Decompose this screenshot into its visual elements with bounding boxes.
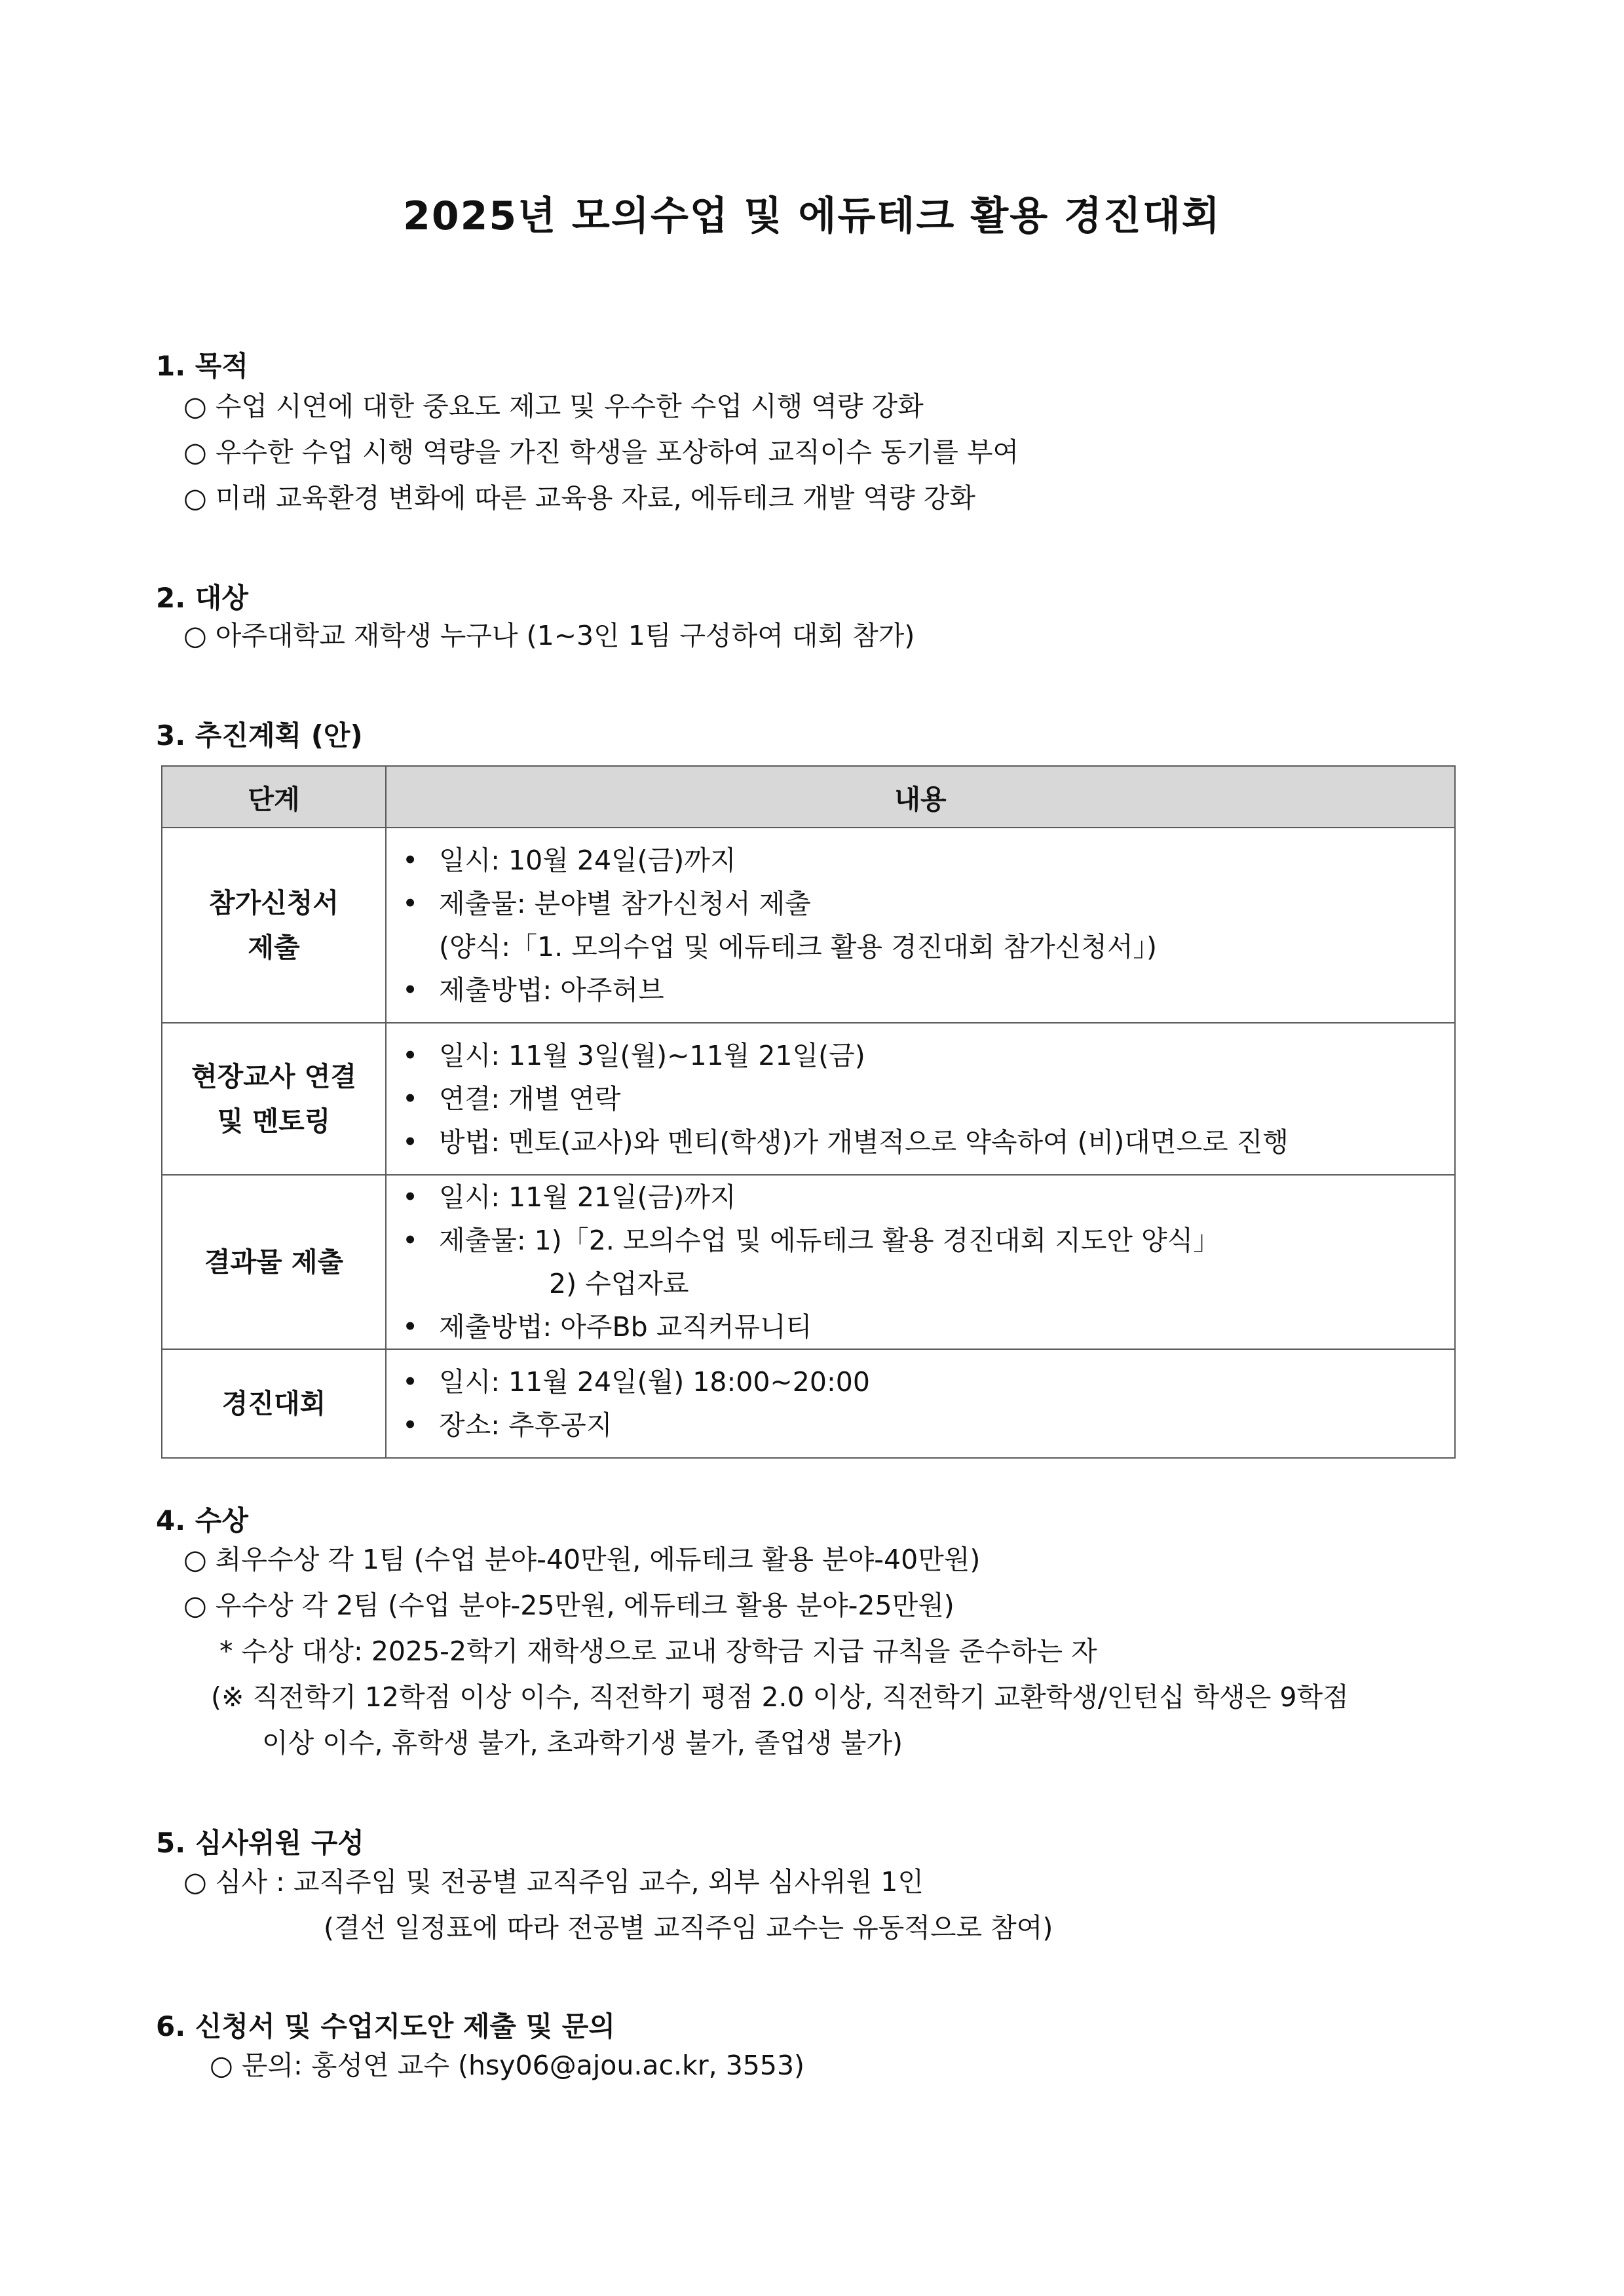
award-item: ○ 우수상 각 2팀 (수업 분야-25만원, 에듀테크 활용 분야-25만원) (183, 1590, 954, 1621)
bullet-icon: • (402, 1225, 419, 1256)
item-text: 방법: 멘토(교사)와 멘티(학생)가 개별적으로 약속하여 (비)대면으로 진행 (439, 1126, 1289, 1158)
content-cell (386, 1175, 1455, 1349)
bullet-icon: • (402, 1083, 419, 1115)
purpose-item: ○ 미래 교육환경 변화에 따른 교육용 자료, 에듀테크 개발 역량 강화 (183, 482, 975, 514)
content-list (400, 1034, 1454, 1164)
item-text: 제출물: 1)「2. 모의수업 및 에듀테크 활용 경진대회 지도안 양식」 (439, 1225, 1220, 1256)
stage-label: 및 멘토링 (217, 1105, 331, 1137)
list-item (400, 1360, 1454, 1404)
stage-label: 경진대회 (221, 1388, 326, 1419)
table-row (162, 1349, 1455, 1458)
stage-cell (162, 828, 386, 1023)
stage-label: 제출 (248, 932, 300, 963)
list-item-continuation (400, 925, 1454, 968)
purpose-item: ○ 우수한 수업 시행 역량을 가진 학생을 포상하여 교직이수 동기를 부여 (183, 436, 1019, 468)
stage-label: 현장교사 연결 (191, 1061, 356, 1092)
bullet-icon: • (402, 888, 419, 919)
list-item (400, 968, 1454, 1012)
award-note: (※ 직전학기 12학점 이상 이수, 직전학기 평점 2.0 이상, 직전학기 교환학생/인턴십 학생은 9학점 (211, 1681, 1349, 1713)
bullet-icon: • (402, 1311, 419, 1343)
award-item: ○ 최우수상 각 1팀 (수업 분야-40만원, 에듀테크 활용 분야-40만원) (183, 1544, 981, 1575)
award-note: 이상 이수, 휴학생 불가, 초과학기생 불가, 졸업생 불가) (262, 1727, 903, 1759)
item-text: 일시: 10월 24일(금)까지 (439, 845, 736, 876)
item-text: (양식:「1. 모의수업 및 에듀테크 활용 경진대회 참가신청서」) (439, 931, 1157, 963)
content-cell (386, 1023, 1455, 1175)
list-item (400, 1077, 1454, 1120)
bullet-icon: • (402, 1126, 419, 1158)
target-item: ○ 아주대학교 재학생 누구나 (1~3인 1팀 구성하여 대회 참가) (183, 620, 915, 651)
item-text: 연결: 개별 연락 (439, 1083, 621, 1115)
list-item (400, 1305, 1454, 1349)
bullet-icon: • (402, 1040, 419, 1071)
section-heading-plan: 3. 추진계획 (안) (156, 719, 363, 752)
judges-line: (결선 일정표에 따라 전공별 교직주임 교수는 유동적으로 참여) (324, 1912, 1053, 1943)
bullet-icon: • (402, 845, 419, 876)
award-note: * 수상 대상: 2025-2학기 재학생으로 교내 장학금 지급 규칙을 준수하는 자 (219, 1636, 1097, 1667)
item-text: 일시: 11월 21일(금)까지 (439, 1181, 736, 1213)
stage-cell (162, 1175, 386, 1349)
list-item (400, 1120, 1454, 1164)
section-heading-target: 2. 대상 (156, 582, 248, 614)
list-item (400, 1176, 1454, 1219)
stage-label: 참가신청서 (208, 887, 339, 919)
table-header-content: 내용 (386, 766, 1455, 828)
contact-line: ○ 문의: 홍성연 교수 (hsy06@ajou.ac.kr, 3553) (210, 2050, 805, 2081)
item-text: 장소: 추후공지 (439, 1409, 613, 1441)
content-list (400, 1360, 1454, 1447)
plan-table (161, 765, 1456, 1459)
table-row (162, 828, 1455, 1023)
list-item-continuation (400, 1262, 1454, 1305)
purpose-item: ○ 수업 시연에 대한 중요도 제고 및 우수한 수업 시행 역량 강화 (183, 391, 924, 422)
bullet-icon: • (402, 1366, 419, 1398)
section-heading-award: 4. 수상 (156, 1504, 248, 1537)
content-cell (386, 828, 1455, 1023)
stage-cell (162, 1023, 386, 1175)
table-row (162, 1175, 1455, 1349)
list-item (400, 1034, 1454, 1077)
bullet-icon: • (402, 1181, 419, 1213)
list-item (400, 1219, 1454, 1262)
document-title: 2025년 모의수업 및 에듀테크 활용 경진대회 (403, 193, 1221, 239)
table-row (162, 1023, 1455, 1175)
list-item (400, 1404, 1454, 1447)
bullet-icon: • (402, 974, 419, 1006)
section-heading-judges: 5. 심사위원 구성 (156, 1827, 364, 1859)
section-heading-contact: 6. 신청서 및 수업지도안 제출 및 문의 (156, 2010, 615, 2042)
content-list (400, 839, 1454, 1012)
bullet-icon: • (402, 1409, 419, 1441)
item-text: 제출방법: 아주Bb 교직커뮤니티 (439, 1311, 812, 1343)
content-cell (386, 1349, 1455, 1458)
item-text: 제출물: 분야별 참가신청서 제출 (439, 888, 811, 919)
stage-label: 결과물 제출 (204, 1246, 344, 1278)
stage-cell (162, 1349, 386, 1458)
item-text: 2) 수업자료 (549, 1268, 689, 1299)
content-list (400, 1176, 1454, 1349)
table-header-stage: 단계 (162, 766, 386, 828)
table-header-row (162, 766, 1455, 828)
item-text: 제출방법: 아주허브 (439, 974, 664, 1006)
list-item (400, 839, 1454, 882)
item-text: 일시: 11월 3일(월)~11월 21일(금) (439, 1040, 865, 1071)
list-item (400, 882, 1454, 925)
section-heading-purpose: 1. 목적 (156, 350, 248, 382)
judges-line: ○ 심사 : 교직주임 및 전공별 교직주임 교수, 외부 심사위원 1인 (183, 1866, 924, 1898)
item-text: 일시: 11월 24일(월) 18:00~20:00 (439, 1366, 870, 1398)
